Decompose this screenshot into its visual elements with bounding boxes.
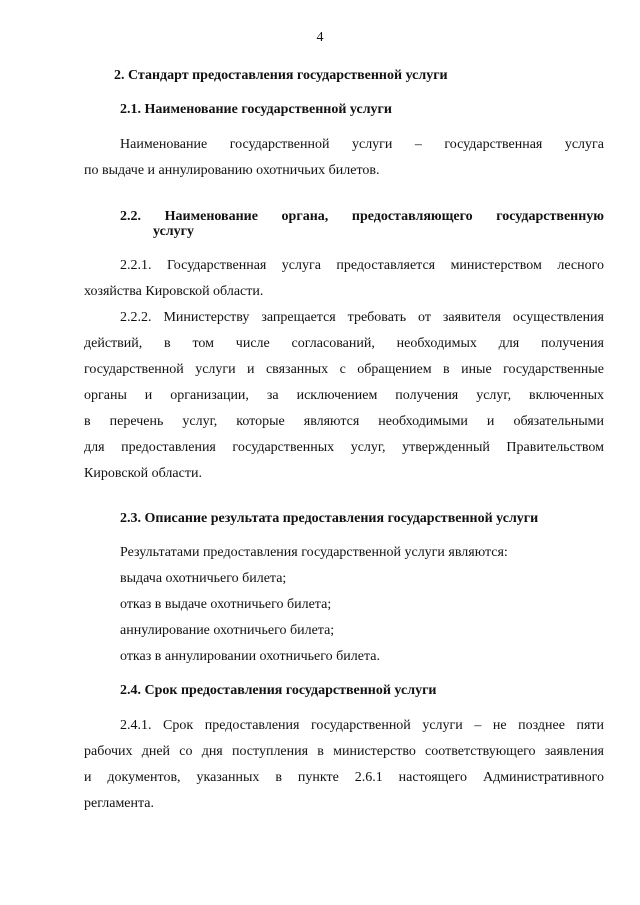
paragraph-line: действий, в том числе согласований, необходимых для получения <box>84 336 604 351</box>
paragraph-line: хозяйства Кировской области. <box>84 284 264 299</box>
paragraph-line: и документов, указанных в пункте 2.6.1 настоящего Административного <box>84 770 604 785</box>
paragraph-line: 2.2.1. Государственная услуга предоставляется министерством лесного <box>120 258 604 273</box>
list-item: аннулирование охотничьего билета; <box>120 623 335 638</box>
section-2-1-heading: 2.1. Наименование государственной услуги <box>120 102 392 117</box>
paragraph-line: для предоставления государственных услуг, утвержденный Правительством <box>84 440 604 455</box>
paragraph-line: регламента. <box>84 796 155 811</box>
section-2-2-heading-cont: услугу <box>153 224 194 239</box>
section-2-4-heading: 2.4. Срок предоставления государственной услуги <box>120 683 437 698</box>
paragraph-line: Наименование государственной услуги – государственная услуга <box>120 137 604 152</box>
list-item: отказ в аннулировании охотничьего билета. <box>120 649 380 664</box>
paragraph-line: 2.2.2. Министерству запрещается требовать от заявителя осуществления <box>120 310 604 325</box>
paragraph-line: рабочих дней со дня поступления в министерство соответствующего заявления <box>84 744 604 759</box>
paragraph-line: Результатами предоставления государственной услуги являются: <box>120 545 508 560</box>
list-item: отказ в выдаче охотничьего билета; <box>120 597 332 612</box>
section-2-3-heading: 2.3. Описание результата предоставления государственной услуги <box>120 511 539 526</box>
section-2-heading: 2. Стандарт предоставления государственной услуги <box>114 68 448 83</box>
paragraph-line: по выдаче и аннулированию охотничьих билетов. <box>84 163 380 178</box>
list-item: выдача охотничьего билета; <box>120 571 287 586</box>
page-number: 4 <box>316 30 324 45</box>
paragraph-line: Кировской области. <box>84 466 202 481</box>
paragraph-line: в перечень услуг, которые являются необходимыми и обязательными <box>84 414 604 429</box>
section-2-2-heading: 2.2. Наименование органа, предоставляющего государственную <box>120 209 604 224</box>
paragraph-line: государственной услуги и связанных с обращением в иные государственные <box>84 362 604 377</box>
paragraph-line: 2.4.1. Срок предоставления государственной услуги – не позднее пяти <box>120 718 604 733</box>
paragraph-line: органы и организации, за исключением получения услуг, включенных <box>84 388 604 403</box>
